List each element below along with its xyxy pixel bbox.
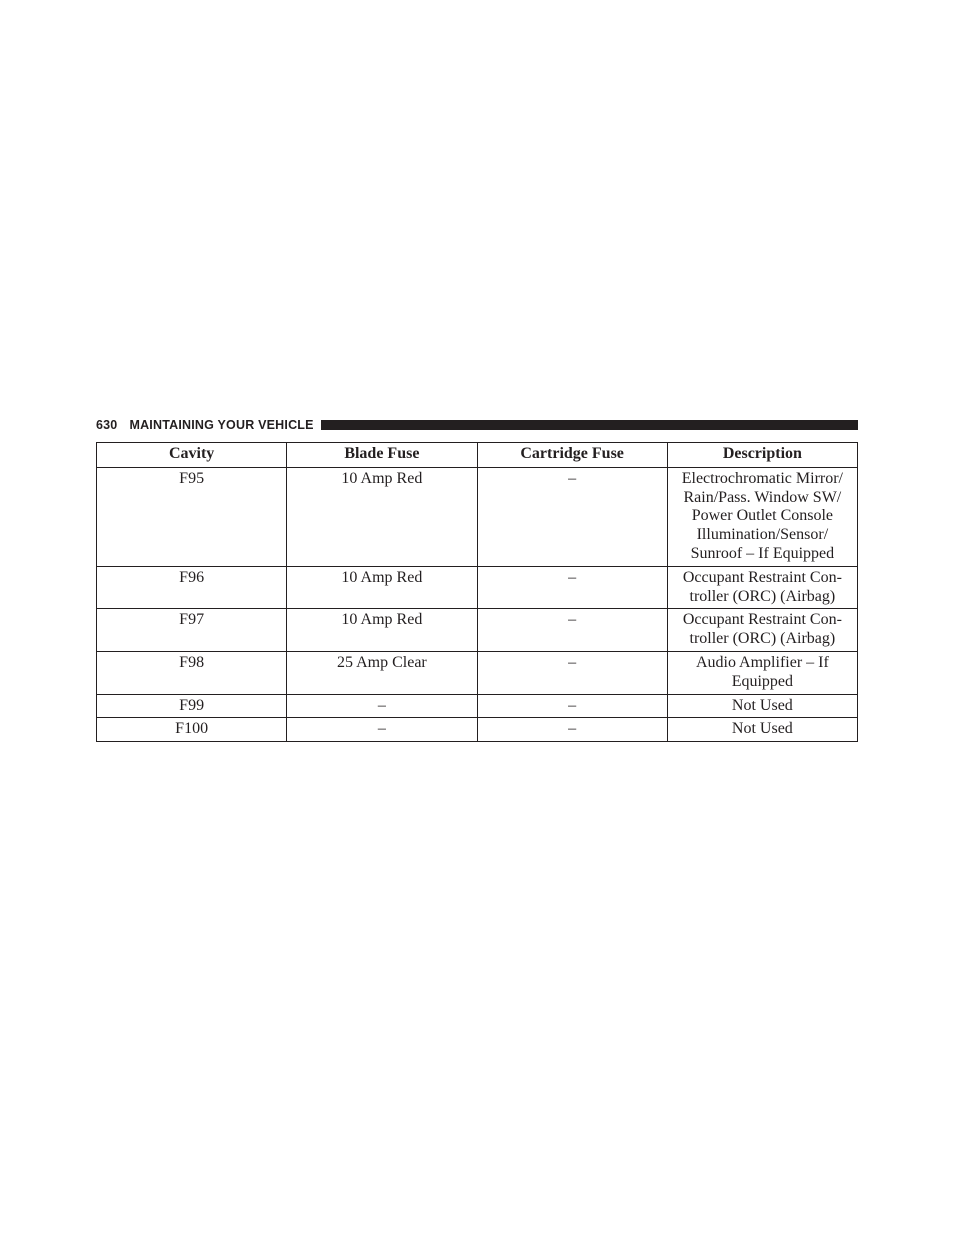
cavity-cell: F97 [97,609,287,652]
blade-fuse-cell: – [287,694,477,718]
blade-fuse-cell: 10 Amp Red [287,609,477,652]
description-line: Equipped [731,672,794,690]
description-line: Not Used [731,696,793,714]
cavity-cell: F100 [97,718,287,742]
description-line: Illumination/Sensor/ [696,526,829,544]
description-line: Not Used [731,720,793,738]
blade-fuse-cell: 25 Amp Clear [287,651,477,694]
page-header [96,417,858,433]
description-cell [667,609,857,652]
description-line: Rain/Pass. Window SW/ [683,488,842,506]
blade-fuse-cell: 10 Amp Red [287,566,477,609]
description-cell [667,566,857,609]
column-header-cavity: Cavity [97,443,287,468]
blade-fuse-cell: – [287,718,477,742]
description-line: Audio Amplifier – If [695,653,829,671]
table-row [97,651,858,694]
cavity-cell: F98 [97,651,287,694]
description-line: Electrochromatic Mirror/ [681,469,843,487]
cartridge-fuse-cell: – [477,609,667,652]
header-rule [321,420,858,430]
table-row [97,609,858,652]
description-line: Occupant Restraint Con- [682,611,842,629]
cartridge-fuse-cell: – [477,694,667,718]
description-line: Occupant Restraint Con- [682,568,842,586]
cavity-cell: F95 [97,467,287,566]
cartridge-fuse-cell: – [477,566,667,609]
description-line: Power Outlet Console [691,507,834,525]
cavity-cell: F96 [97,566,287,609]
table-row [97,718,858,742]
cartridge-fuse-cell: – [477,467,667,566]
table-row [97,694,858,718]
cavity-cell: F99 [97,694,287,718]
column-header-description: Description [667,443,857,468]
section-title: MAINTAINING YOUR VEHICLE [129,418,314,432]
description-cell [667,651,857,694]
blade-fuse-cell: 10 Amp Red [287,467,477,566]
description-line: Sunroof – If Equipped [690,544,835,562]
description-cell [667,718,857,742]
table-row [97,566,858,609]
table-row [97,467,858,566]
cartridge-fuse-cell: – [477,651,667,694]
column-header-cartridge-fuse: Cartridge Fuse [477,443,667,468]
cartridge-fuse-cell: – [477,718,667,742]
description-cell [667,467,857,566]
table-header-row [97,443,858,468]
page-number: 630 [96,418,118,432]
column-header-blade-fuse: Blade Fuse [287,443,477,468]
description-line: troller (ORC) (Airbag) [689,630,836,648]
fuse-table [96,442,858,742]
description-cell [667,694,857,718]
description-line: troller (ORC) (Airbag) [689,587,836,605]
